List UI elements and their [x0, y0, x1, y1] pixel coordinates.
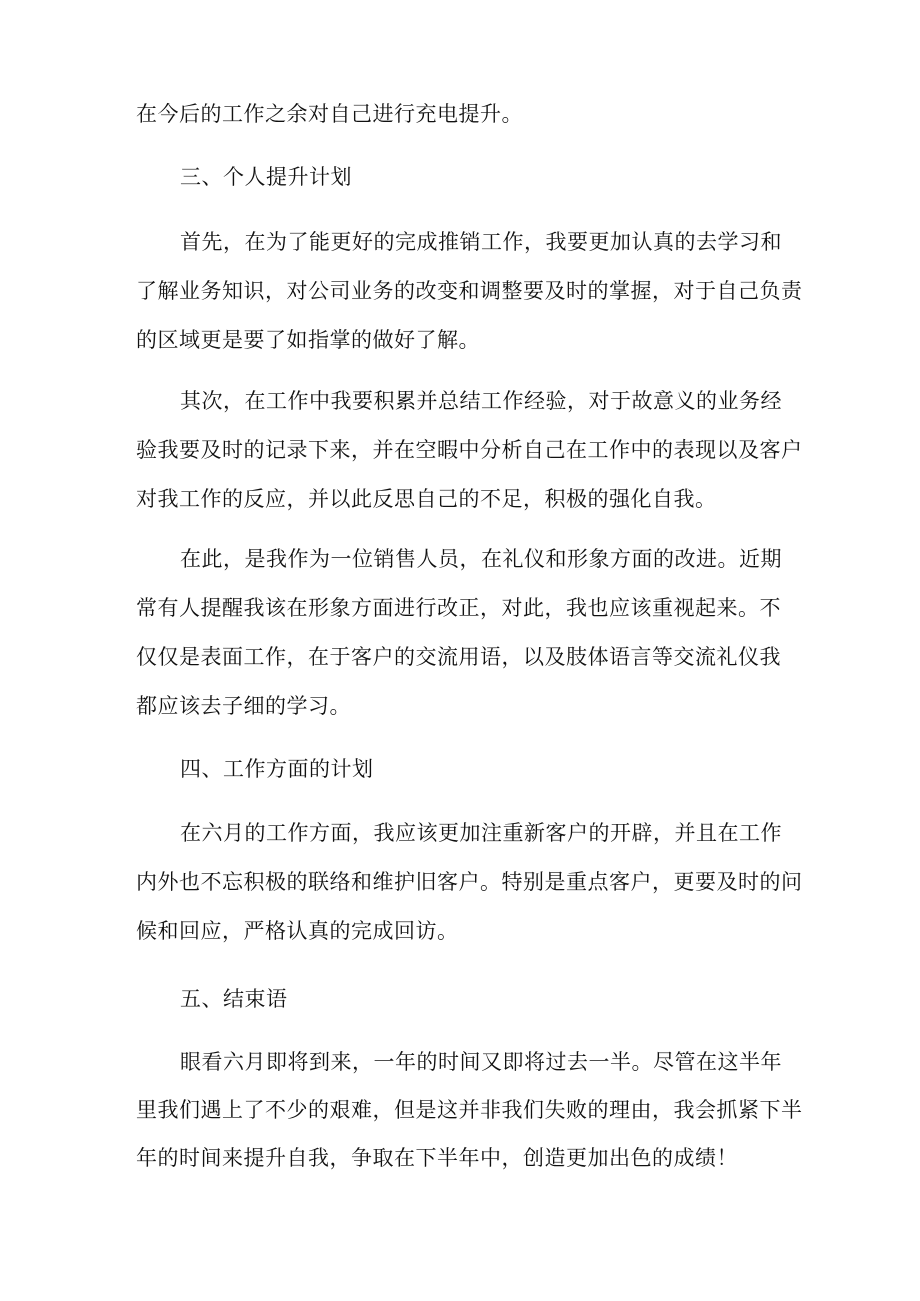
paragraph-line: 常有人提醒我该在形象方面进行改正，对此，我也应该重视起来。不 — [136, 596, 781, 620]
paragraph-line: 在此，是我作为一位销售人员，在礼仪和形象方面的改进。近期 — [180, 547, 782, 571]
paragraph-line: 了解业务知识，对公司业务的改变和调整要及时的掌握，对于自己负责 — [136, 279, 803, 303]
paragraph-line: 在六月的工作方面，我应该更加注重新客户的开辟，并且在工作 — [180, 821, 782, 845]
paragraph-line: 其次，在工作中我要积累并总结工作经验，对于故意义的业务经 — [180, 389, 782, 413]
paragraph-line: 验我要及时的记录下来，并在空暇中分析自己在工作中的表现以及客户 — [136, 438, 803, 462]
paragraph-line: 的区域更是要了如指掌的做好了解。 — [136, 328, 480, 352]
paragraph-line: 候和回应，严格认真的完成回访。 — [136, 919, 459, 943]
paragraph-line: 首先，在为了能更好的完成推销工作，我要更加认真的去学习和 — [180, 230, 782, 254]
paragraph-line: 年的时间来提升自我，争取在下半年中，创造更加出色的成绩！ — [136, 1146, 738, 1170]
section-heading-3: 三、个人提升计划 — [180, 165, 352, 189]
paragraph-line: 眼看六月即将到来，一年的时间又即将过去一半。尽管在这半年 — [180, 1050, 782, 1074]
paragraph-line: 仅仅是表面工作，在于客户的交流用语，以及肢体语言等交流礼仪我 — [136, 645, 781, 669]
paragraph-line: 对我工作的反应，并以此反思自己的不足，积极的强化自我。 — [136, 487, 717, 511]
section-heading-4: 四、工作方面的计划 — [180, 757, 374, 781]
paragraph-line: 里我们遇上了不少的艰难，但是这并非我们失败的理由，我会抓紧下半 — [136, 1098, 803, 1122]
paragraph-line: 内外也不忘积极的联络和维护旧客户。特别是重点客户，更要及时的问 — [136, 870, 803, 894]
section-heading-5: 五、结束语 — [180, 987, 288, 1011]
paragraph-line: 都应该去子细的学习。 — [136, 694, 351, 718]
paragraph-line: 在今后的工作之余对自己进行充电提升。 — [136, 102, 523, 126]
